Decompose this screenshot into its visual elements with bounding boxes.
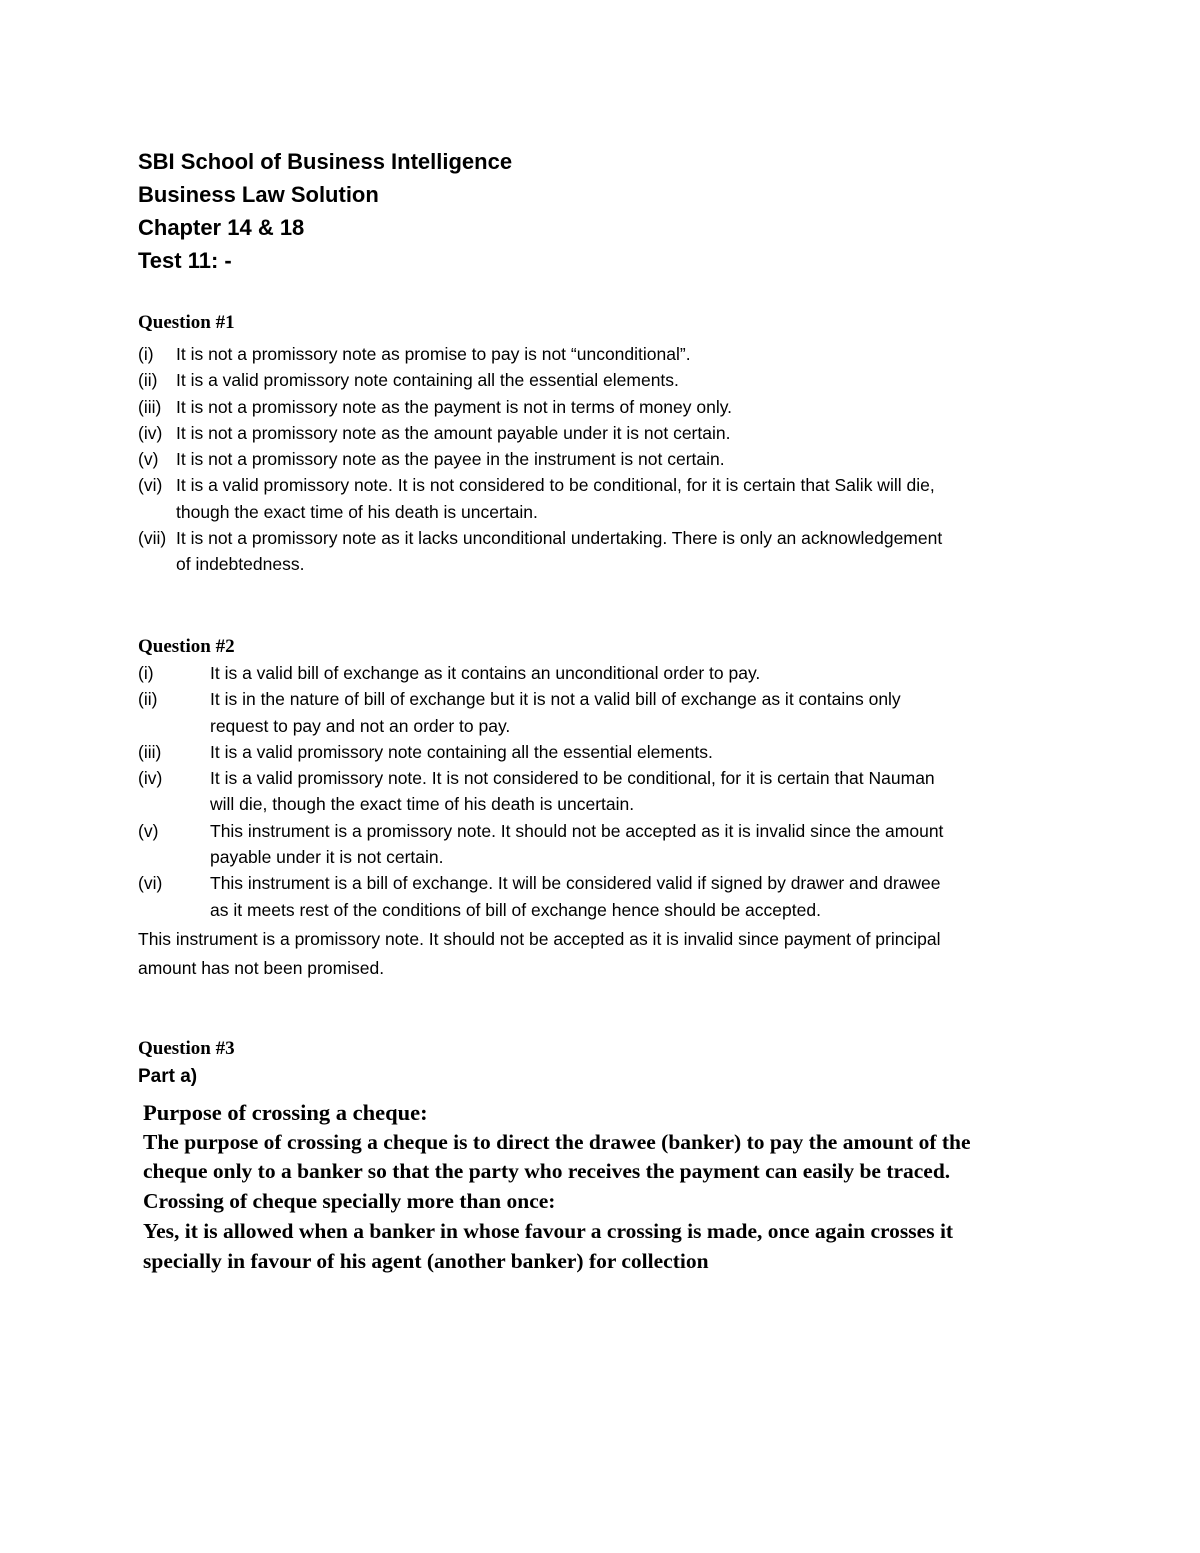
answer-line: This instrument is a bill of exchange. It will be considered valid if signed by drawer and drawee (210, 873, 941, 894)
test-title: Test 11: - (138, 248, 232, 273)
answer-line: It is a valid bill of exchange as it contains an unconditional order to pay. (210, 663, 761, 683)
purpose-line: cheque only to a banker so that the party who receives the payment can easily be traced. (143, 1159, 951, 1184)
answer-line: though the exact time of his death is uncertain. (176, 501, 538, 522)
answer-item (138, 341, 942, 367)
answer-number: (vi) (138, 475, 163, 496)
answer-item (138, 420, 942, 446)
answer-line: It is a valid promissory note. It is not considered to be conditional, for it is certain that Salik will die, (176, 475, 935, 496)
question-2-title: Question #2 (138, 636, 235, 657)
answer-line: It is not a promissory note as promise to pay is not “unconditional”. (176, 344, 691, 364)
question-2-trailing-text (138, 925, 940, 983)
answer-line: It is not a promissory note as the amount payable under it is not certain. (176, 422, 731, 443)
answer-item (138, 686, 943, 739)
answer-text (138, 367, 942, 393)
answer-number: (v) (138, 449, 159, 470)
answer-item (138, 446, 942, 472)
answer-text (138, 525, 942, 578)
crossing-line: Yes, it is allowed when a banker in whose favour a crossing is made, once again crosses it (143, 1218, 954, 1243)
answer-number: (iv) (138, 422, 163, 443)
answer-number: (v) (138, 820, 159, 841)
question-2-answers (138, 660, 943, 923)
answer-item (138, 765, 943, 818)
answer-line: It is not a promissory note as it lacks unconditional undertaking. There is only an acknowledgement (176, 528, 943, 549)
answer-text (138, 420, 942, 446)
trailing-line: amount has not been promised. (138, 958, 385, 978)
answer-text (138, 394, 942, 420)
part-a-answer (143, 1098, 1143, 1276)
answer-text (138, 818, 943, 871)
answer-item (138, 660, 943, 686)
answer-line: It is a valid promissory note. It is not considered to be conditional, for it is certain that Nauman (210, 768, 935, 789)
answer-number: (iii) (138, 741, 162, 762)
subject-title: Business Law Solution (138, 182, 379, 207)
answer-number: (iii) (138, 396, 162, 417)
answer-line: It is not a promissory note as the payee in the instrument is not certain. (176, 449, 725, 470)
answer-item (138, 525, 942, 578)
chapter-title: Chapter 14 & 18 (138, 215, 305, 240)
answer-item (138, 394, 942, 420)
answer-line: payable under it is not certain. (210, 847, 444, 868)
answer-number: (ii) (138, 689, 158, 710)
answer-item (138, 818, 943, 871)
answer-text (138, 446, 942, 472)
purpose-heading: Purpose of crossing a cheque: (143, 1100, 428, 1125)
answer-item (138, 870, 943, 923)
answer-item (138, 739, 943, 765)
answer-text (138, 341, 942, 367)
answer-text (138, 739, 943, 765)
answer-number: (vi) (138, 873, 163, 894)
answer-text (138, 660, 943, 686)
school-name: SBI School of Business Intelligence (138, 149, 513, 174)
answer-item (138, 472, 942, 525)
trailing-line: This instrument is a promissory note. It should not be accepted as it is invalid since payment of principal (138, 929, 941, 949)
answer-line: This instrument is a promissory note. It should not be accepted as it is invalid since the amount (210, 820, 944, 841)
answer-number: (iv) (138, 768, 163, 789)
answer-line: of indebtedness. (176, 554, 305, 575)
answer-line: It is a valid promissory note containing all the essential elements. (176, 370, 679, 391)
answer-item (138, 367, 942, 393)
question-1-title: Question #1 (138, 312, 235, 333)
answer-line: It is a valid promissory note containing all the essential elements. (210, 741, 713, 762)
crossing-line: specially in favour of his agent (another banker) for collection (143, 1248, 709, 1273)
document-header (138, 145, 512, 277)
answer-number: (i) (138, 663, 154, 683)
purpose-line: The purpose of crossing a cheque is to direct the drawee (banker) to pay the amount of the (143, 1129, 971, 1154)
crossing-heading: Crossing of cheque specially more than once: (143, 1189, 556, 1214)
answer-line: request to pay and not an order to pay. (210, 715, 511, 736)
answer-text (138, 472, 942, 525)
answer-line: will die, though the exact time of his death is uncertain. (210, 794, 635, 815)
answer-line: as it meets rest of the conditions of bill of exchange hence should be accepted. (210, 899, 821, 920)
part-a-label: Part a) (138, 1066, 198, 1087)
answer-text (138, 686, 943, 739)
answer-number: (vii) (138, 528, 167, 549)
answer-line: It is in the nature of bill of exchange but it is not a valid bill of exchange as it contains only (210, 689, 901, 710)
answer-line: It is not a promissory note as the payment is not in terms of money only. (176, 396, 733, 417)
answer-text (138, 870, 943, 923)
answer-number: (i) (138, 344, 154, 364)
question-1-answers (138, 341, 942, 578)
answer-number: (ii) (138, 370, 158, 391)
question-3-title: Question #3 (138, 1038, 235, 1059)
answer-text (138, 765, 943, 818)
